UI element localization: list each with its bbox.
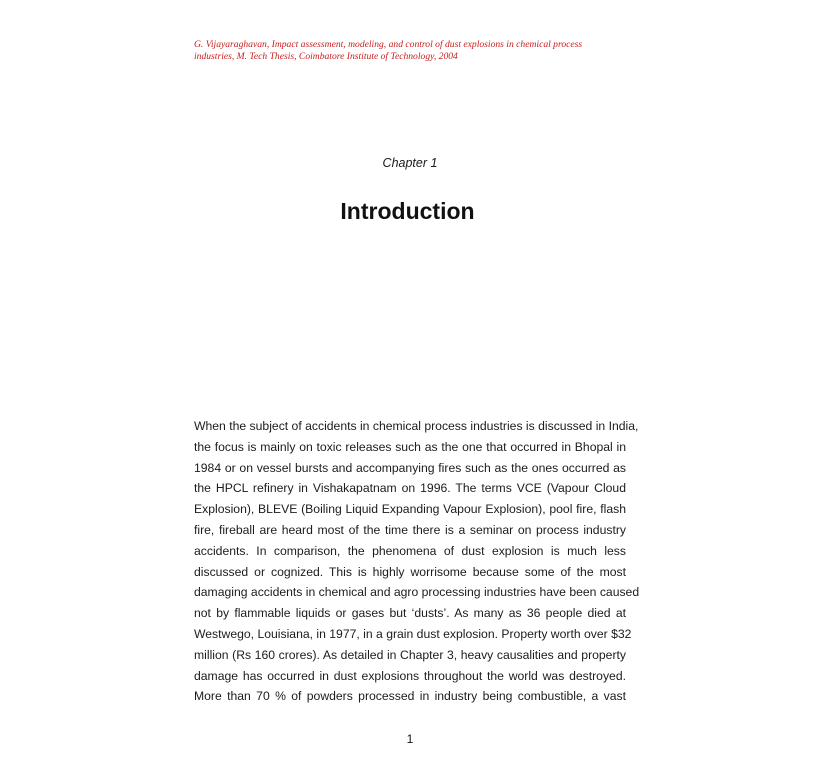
paragraph-line: discussed or cognized. This is highly worrisome because some of the most — [194, 564, 626, 579]
body-paragraph — [194, 416, 640, 707]
citation-line-2: industries, M. Tech Thesis, Coimbatore Institute of Technology, 2004 — [194, 51, 458, 62]
paragraph-line: damage has occurred in dust explosions throughout the world was destroyed. — [194, 668, 626, 683]
page-number: 1 — [406, 732, 414, 746]
chapter-label: Chapter 1 — [382, 156, 438, 170]
paragraph-line: the HPCL refinery in Vishakapatnam on 1996. The terms VCE (Vapour Cloud — [194, 481, 626, 496]
citation-header — [194, 39, 634, 63]
paragraph-line: damaging accidents in chemical and agro processing industries have been caused — [194, 585, 640, 600]
paragraph-line: Westwego, Louisiana, in 1977, in a grain dust explosion. Property worth over $32 — [194, 626, 632, 641]
paragraph-line: accidents. In comparison, the phenomena of dust explosion is much less — [194, 543, 626, 558]
paragraph-line: the focus is mainly on toxic releases such as the one that occurred in Bhopal in — [194, 439, 626, 454]
paragraph-line: Explosion), BLEVE (Boiling Liquid Expanding Vapour Explosion), pool fire, flash — [194, 502, 626, 517]
paragraph-line: More than 70 % of powders processed in industry being combustible, a vast — [194, 689, 626, 704]
paragraph-line: million (Rs 160 crores). As detailed in Chapter 3, heavy causalities and property — [194, 647, 626, 662]
chapter-title: Introduction — [340, 198, 475, 224]
paragraph-line: 1984 or on vessel bursts and accompanying fires such as the ones occurred as — [194, 460, 626, 475]
paragraph-line: When the subject of accidents in chemical process industries is discussed in India, — [194, 419, 639, 433]
paragraph-line: fire, fireball are heard most of the time there is a seminar on process industry — [194, 522, 626, 537]
paragraph-line: not by flammable liquids or gases but ‘dusts’. As many as 36 people died at — [194, 606, 626, 621]
citation-line-1: G. Vijayaraghavan, Impact assessment, modeling, and control of dust explosions in chemical process — [194, 39, 583, 50]
